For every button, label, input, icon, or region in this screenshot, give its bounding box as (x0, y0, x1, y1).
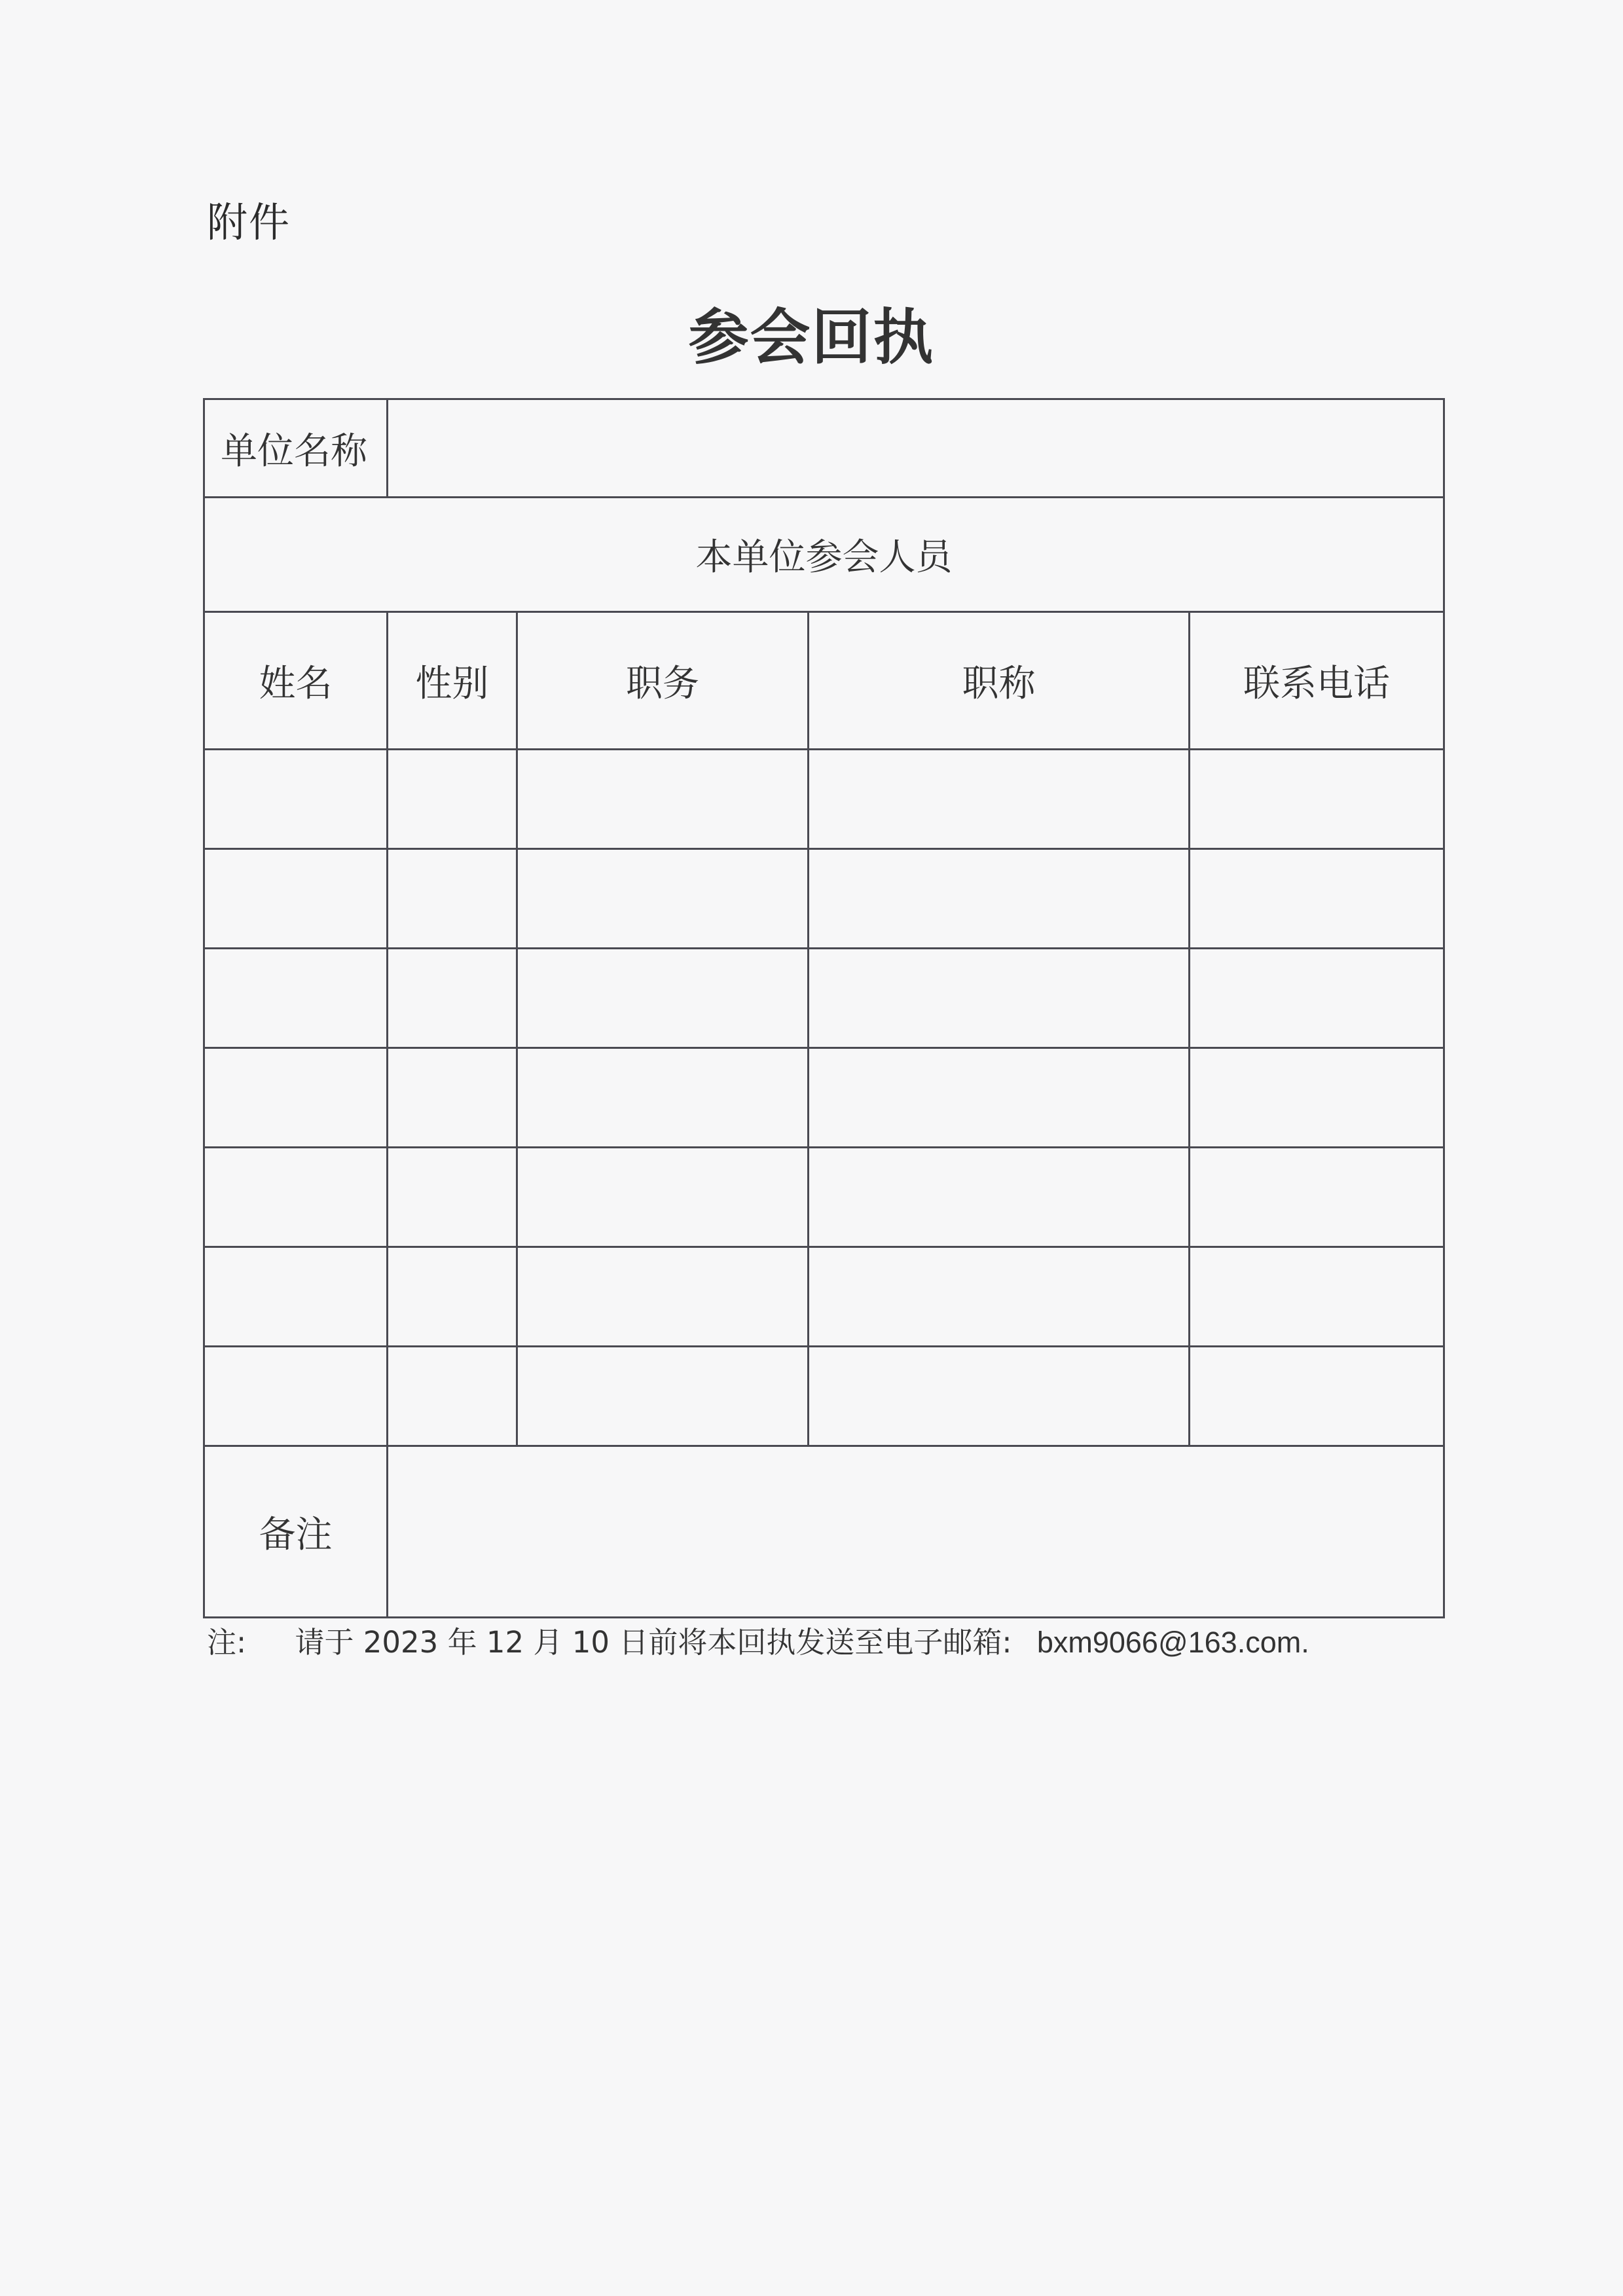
remarks-field[interactable] (388, 1446, 1444, 1618)
phone-cell[interactable] (1190, 750, 1444, 849)
title-cell[interactable] (809, 849, 1190, 949)
phone-cell[interactable] (1190, 1148, 1444, 1247)
table-row (204, 1247, 1444, 1347)
name-cell[interactable] (204, 1148, 388, 1247)
footnote-email: bxm9066@163.com. (1036, 1626, 1309, 1659)
title-cell[interactable] (809, 1148, 1190, 1247)
name-cell[interactable] (204, 1347, 388, 1446)
table-row (204, 1347, 1444, 1446)
position-cell[interactable] (517, 1247, 809, 1347)
phone-cell[interactable] (1190, 1247, 1444, 1347)
attendees-section-row (204, 498, 1444, 612)
column-header-name: 姓名 (204, 612, 388, 750)
gender-cell[interactable] (388, 1347, 517, 1446)
column-header-title: 职称 (809, 612, 1190, 750)
title-cell[interactable] (809, 1048, 1190, 1148)
column-header-phone: 联系电话 (1190, 612, 1444, 750)
name-cell[interactable] (204, 750, 388, 849)
table-row (204, 750, 1444, 849)
gender-cell[interactable] (388, 949, 517, 1048)
title-cell[interactable] (809, 949, 1190, 1048)
name-cell[interactable] (204, 949, 388, 1048)
footnote-label: 注: (207, 1625, 247, 1660)
position-cell[interactable] (517, 949, 809, 1048)
unit-name-label: 单位名称 (204, 399, 388, 498)
title-cell[interactable] (809, 1347, 1190, 1446)
position-cell[interactable] (517, 849, 809, 949)
table-row (204, 949, 1444, 1048)
phone-cell[interactable] (1190, 1347, 1444, 1446)
column-header-gender: 性别 (388, 612, 517, 750)
table-row (204, 849, 1444, 949)
footnote-text: 请于 2023 年 12 月 10 日前将本回执发送至电子邮箱: (295, 1625, 1012, 1660)
column-header-row (204, 612, 1444, 750)
position-cell[interactable] (517, 750, 809, 849)
phone-cell[interactable] (1190, 1048, 1444, 1148)
name-cell[interactable] (204, 849, 388, 949)
remarks-row (204, 1446, 1444, 1618)
registration-form-table (203, 398, 1445, 1618)
remarks-label: 备注 (204, 1446, 388, 1618)
gender-cell[interactable] (388, 849, 517, 949)
gender-cell[interactable] (388, 1148, 517, 1247)
footnote (207, 1622, 1309, 1663)
attachment-label: 附件 (207, 198, 291, 246)
gender-cell[interactable] (388, 1247, 517, 1347)
name-cell[interactable] (204, 1048, 388, 1148)
column-header-position: 职务 (517, 612, 809, 750)
phone-cell[interactable] (1190, 849, 1444, 949)
gender-cell[interactable] (388, 1048, 517, 1148)
document-title: 参会回执 (688, 302, 935, 373)
name-cell[interactable] (204, 1247, 388, 1347)
title-cell[interactable] (809, 750, 1190, 849)
phone-cell[interactable] (1190, 949, 1444, 1048)
title-cell[interactable] (809, 1247, 1190, 1347)
position-cell[interactable] (517, 1347, 809, 1446)
unit-name-field[interactable] (388, 399, 1444, 498)
position-cell[interactable] (517, 1048, 809, 1148)
gender-cell[interactable] (388, 750, 517, 849)
table-row (204, 1048, 1444, 1148)
unit-name-row (204, 399, 1444, 498)
position-cell[interactable] (517, 1148, 809, 1247)
table-row (204, 1148, 1444, 1247)
attendees-section-label: 本单位参会人员 (204, 498, 1444, 612)
